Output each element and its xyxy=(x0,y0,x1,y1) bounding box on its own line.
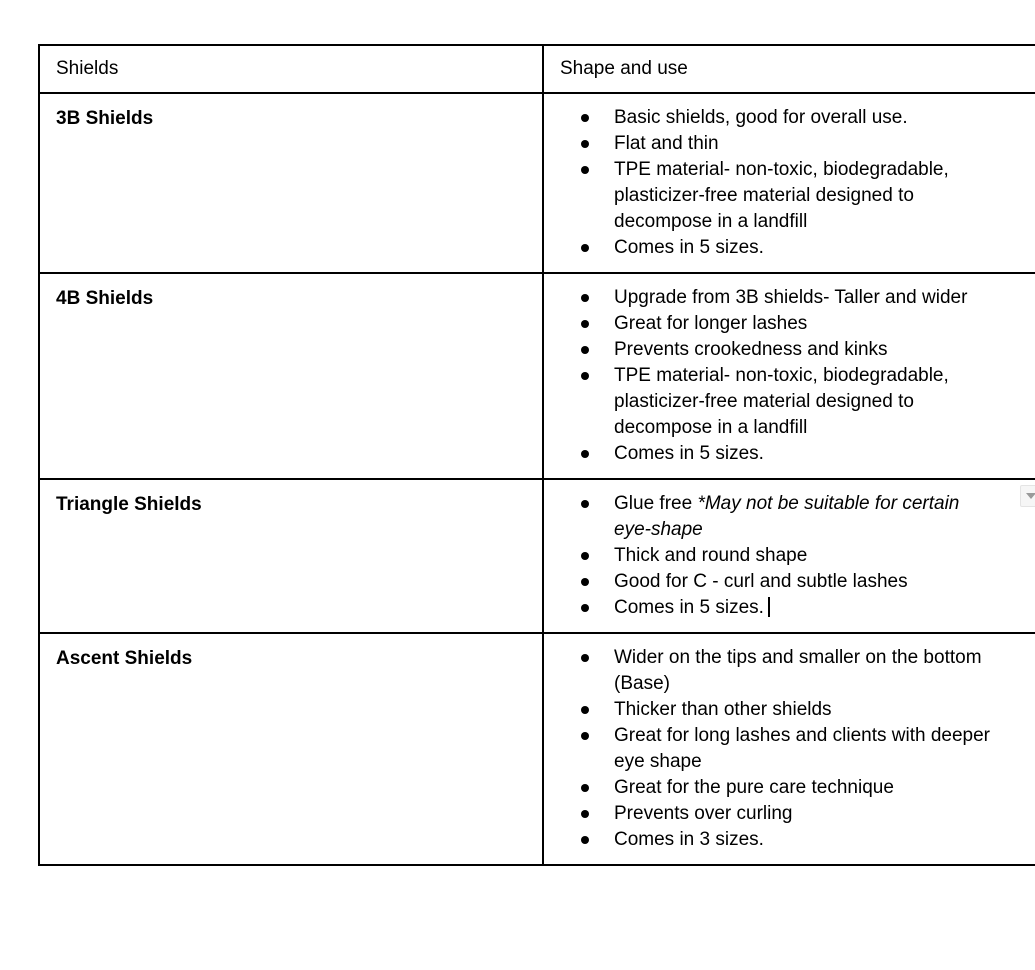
bullet-item xyxy=(614,543,999,569)
bullet-item xyxy=(614,441,999,467)
bullet-item xyxy=(614,157,999,235)
shield-name-cell[interactable] xyxy=(39,479,543,633)
bullet-text: Comes in 5 sizes. xyxy=(614,597,764,618)
bullet-text-italic: *May not be suitable for certain eye-shape xyxy=(614,493,960,540)
bullet-list xyxy=(544,491,999,621)
bullet-item xyxy=(614,775,999,801)
bullet-text: Good for C - curl and subtle lashes xyxy=(614,571,908,592)
shield-name-cell[interactable] xyxy=(39,93,543,273)
bullet-text: Glue free xyxy=(614,493,698,514)
table-row xyxy=(39,93,1035,273)
shield-name: 3B Shields xyxy=(56,108,154,129)
table-header xyxy=(39,45,1035,93)
shield-description-cell[interactable] xyxy=(543,633,1035,865)
bullet-item xyxy=(614,723,999,775)
bullet-item xyxy=(614,285,999,311)
bullet-text: Great for long lashes and clients with deeper eye shape xyxy=(614,725,990,772)
shield-name: Triangle Shields xyxy=(56,494,202,515)
bullet-text: Comes in 5 sizes. xyxy=(614,443,764,464)
shield-description-cell[interactable] xyxy=(543,93,1035,273)
shield-name: 4B Shields xyxy=(56,288,154,309)
shield-name-cell[interactable] xyxy=(39,633,543,865)
table-row xyxy=(39,479,1035,633)
bullet-text: Thick and round shape xyxy=(614,545,808,566)
bullet-item xyxy=(614,697,999,723)
bullet-item xyxy=(614,595,999,621)
bullet-item xyxy=(614,569,999,595)
bullet-list xyxy=(544,645,999,853)
bullet-text: TPE material- non-toxic, biodegradable, plasticizer-free material designed to decompose in a landfill xyxy=(614,159,949,232)
dropdown-button[interactable] xyxy=(1020,485,1035,507)
bullet-item xyxy=(614,801,999,827)
bullet-text: Basic shields, good for overall use. xyxy=(614,107,908,128)
bullet-text: TPE material- non-toxic, biodegradable, plasticizer-free material designed to decompose in a landfill xyxy=(614,365,949,438)
table-body xyxy=(39,93,1035,865)
table-row xyxy=(39,633,1035,865)
shields-table xyxy=(38,44,1035,866)
bullet-text: Comes in 3 sizes. xyxy=(614,829,764,850)
bullet-text: Great for longer lashes xyxy=(614,313,808,334)
shield-description-cell[interactable] xyxy=(543,479,1035,633)
bullet-item xyxy=(614,105,999,131)
bullet-text: Flat and thin xyxy=(614,133,719,154)
column-header-shields[interactable]: Shields xyxy=(39,45,543,93)
bullet-item xyxy=(614,337,999,363)
bullet-list xyxy=(544,105,999,261)
table-row xyxy=(39,273,1035,479)
bullet-text: Upgrade from 3B shields- Taller and wider xyxy=(614,287,968,308)
chevron-down-icon xyxy=(1026,493,1035,499)
bullet-item xyxy=(614,363,999,441)
shield-description-cell[interactable] xyxy=(543,273,1035,479)
bullet-text: Wider on the tips and smaller on the bottom (Base) xyxy=(614,647,982,694)
shield-name: Ascent Shields xyxy=(56,648,193,669)
bullet-item xyxy=(614,645,999,697)
shield-name-cell[interactable] xyxy=(39,273,543,479)
header-row xyxy=(39,45,1035,93)
text-cursor xyxy=(768,597,770,617)
bullet-item xyxy=(614,827,999,853)
bullet-item xyxy=(614,235,999,261)
bullet-text: Prevents over curling xyxy=(614,803,793,824)
bullet-text: Comes in 5 sizes. xyxy=(614,237,764,258)
bullet-item xyxy=(614,491,999,543)
bullet-text: Thicker than other shields xyxy=(614,699,832,720)
bullet-item xyxy=(614,131,999,157)
bullet-list xyxy=(544,285,999,467)
column-header-shape-and-use[interactable]: Shape and use xyxy=(543,45,1035,93)
bullet-item xyxy=(614,311,999,337)
bullet-text: Prevents crookedness and kinks xyxy=(614,339,888,360)
bullet-text: Great for the pure care technique xyxy=(614,777,894,798)
